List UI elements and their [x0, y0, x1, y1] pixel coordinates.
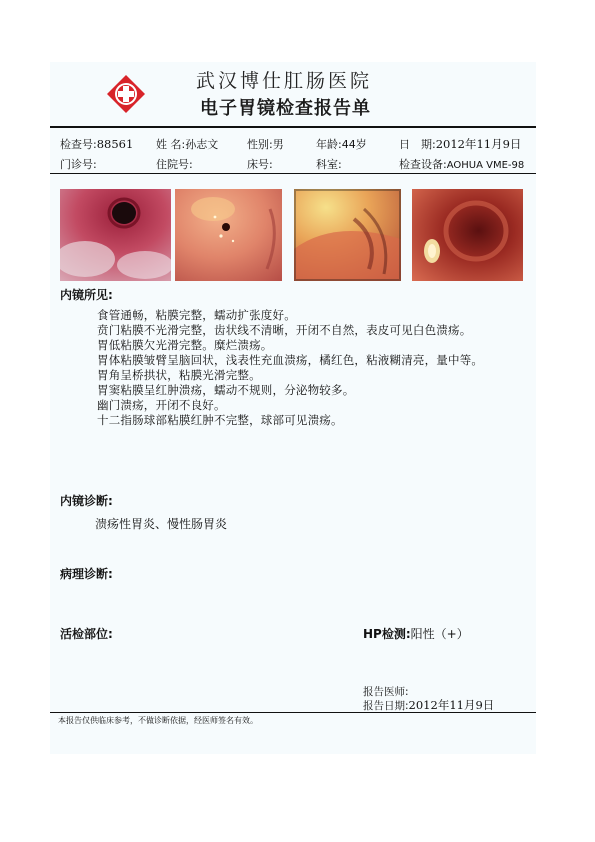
biopsy-label: 活检部位: — [60, 627, 113, 641]
endoscopy-image-cardia — [175, 189, 282, 281]
report-doctor-label: 报告医师: — [363, 686, 409, 698]
sex-field — [247, 136, 284, 152]
exam-date-value: 2012年11月9日 — [435, 137, 522, 151]
hp-test-field — [363, 625, 469, 642]
finding-line: 胃角呈桥拱状，粘膜光滑完整。 — [97, 368, 261, 382]
department-field — [316, 156, 342, 172]
report-title: 电子胃镜检查报告单 — [200, 98, 371, 119]
pathology-label: 病理诊断: — [60, 567, 113, 581]
equipment-field — [399, 156, 524, 172]
exam-number-field — [60, 136, 133, 152]
hp-test-label: HP检测: — [363, 627, 411, 641]
bed-number-field — [247, 156, 273, 172]
finding-line: 胃体粘膜皱臂呈脑回状，浅表性充血溃疡，橘红色，粘液糊清亮，量中等。 — [97, 353, 484, 367]
hp-test-value: 阳性（+） — [410, 627, 469, 641]
report-date-field — [363, 697, 494, 713]
footer-divider — [50, 712, 536, 713]
inpatient-number-label: 住院号: — [156, 158, 193, 171]
endoscopy-image-antrum — [412, 189, 523, 281]
equipment-value: AOHUA VME-98 — [446, 160, 525, 171]
inpatient-number-field — [156, 156, 193, 172]
hospital-name: 武汉博仕肛肠医院 — [196, 70, 373, 92]
department-label: 科室: — [316, 158, 342, 171]
patient-name-value: 孙志文 — [185, 138, 219, 151]
sex-value: 男 — [272, 138, 284, 151]
exam-number-label: 检查号: — [60, 138, 97, 151]
finding-line: 十二指肠球部粘膜红肿不完整，球部可见溃疡。 — [97, 413, 343, 427]
report-date-label: 报告日期: — [363, 700, 409, 712]
equipment-label: 检查设备: — [399, 158, 447, 171]
outpatient-number-label: 门诊号: — [60, 158, 97, 171]
header-divider — [50, 126, 536, 128]
endoscopy-image-gastric-body — [294, 189, 401, 281]
info-divider — [50, 173, 536, 174]
finding-line: 贲门粘膜不光滑完整，齿状线不清晰，开闭不自然，表皮可见白色溃疡。 — [97, 323, 472, 337]
patient-name-label: 姓 名: — [156, 138, 186, 151]
red-cross-logo — [106, 74, 146, 114]
findings-label: 内镜所见: — [60, 288, 113, 302]
finding-line: 胃低粘膜欠光滑完整。糜烂溃疡。 — [97, 338, 273, 352]
exam-date-field — [399, 136, 521, 152]
age-value: 44岁 — [341, 138, 367, 151]
outpatient-number-field — [60, 156, 97, 172]
age-field — [316, 136, 367, 152]
exam-date-label: 日 期: — [399, 138, 436, 151]
finding-line: 食管通畅，粘膜完整，蠕动扩张度好。 — [97, 308, 296, 322]
finding-line: 胃窦粘膜呈红肿溃疡，蠕动不规则，分泌物较多。 — [97, 383, 355, 397]
report-date-value: 2012年11月9日 — [408, 698, 495, 712]
bed-number-label: 床号: — [247, 158, 273, 171]
diagnosis-text: 溃疡性胃炎、慢性肠胃炎 — [95, 517, 228, 531]
patient-name-field — [156, 136, 218, 152]
diagnosis-label: 内镜诊断: — [60, 494, 113, 508]
disclaimer-text: 本报告仅供临床参考，不做诊断依据，经医师签名有效。 — [58, 716, 258, 725]
finding-line: 幽门溃疡，开闭不良好。 — [97, 398, 226, 412]
sex-label: 性别: — [247, 138, 273, 151]
exam-number-value: 88561 — [96, 137, 134, 151]
endoscopy-image-esophagus — [60, 189, 171, 281]
age-label: 年龄: — [316, 138, 342, 151]
